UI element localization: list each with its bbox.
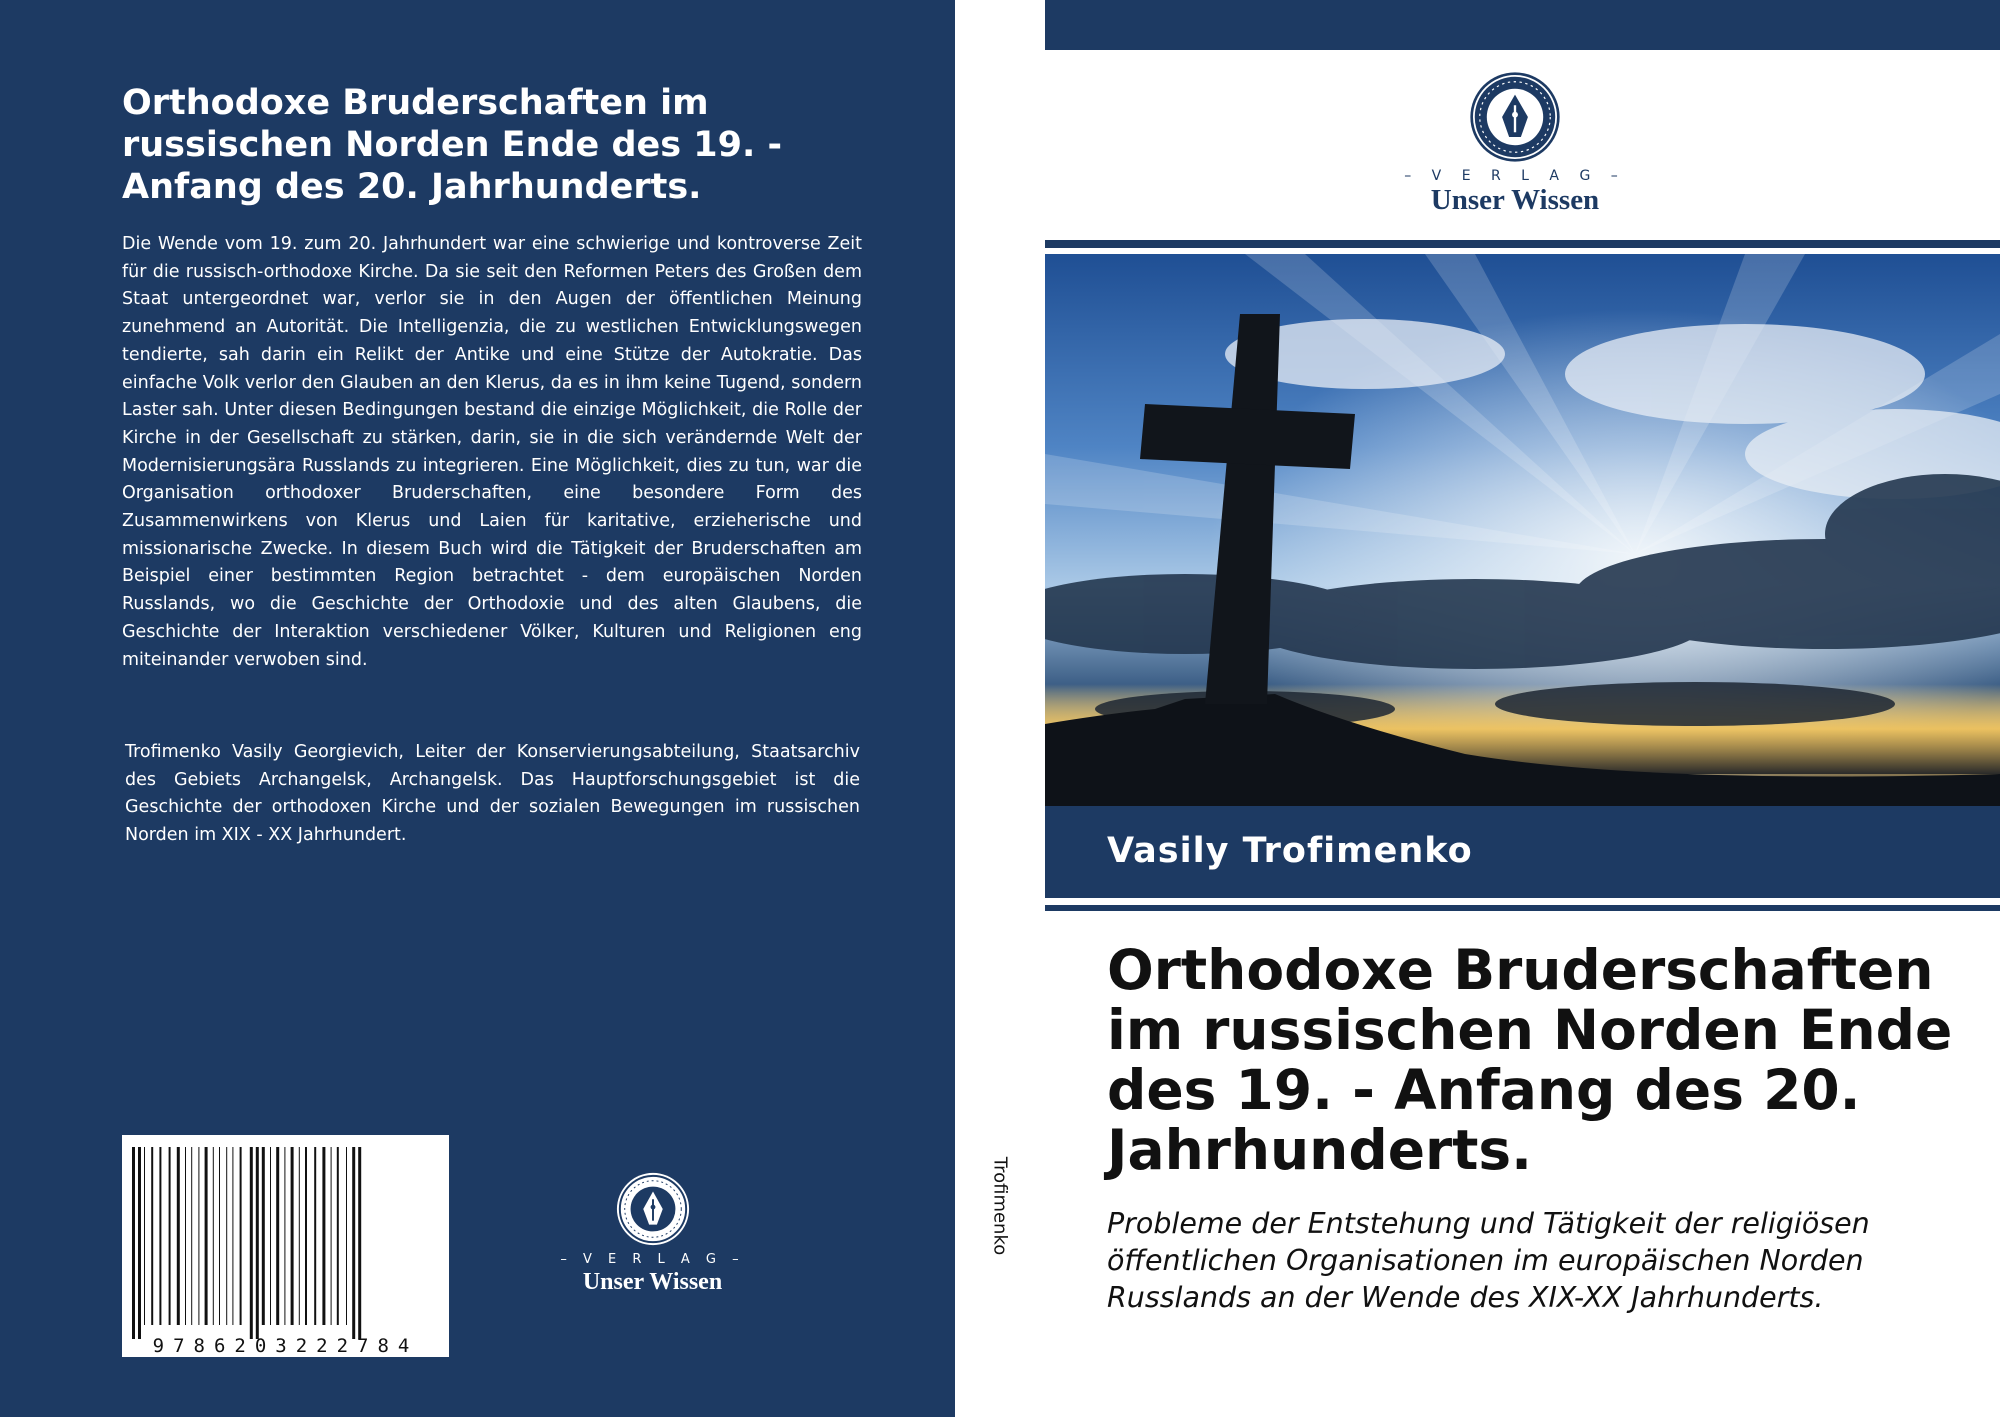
- barcode-bar: [305, 1147, 307, 1325]
- author-underline: [1045, 905, 2000, 911]
- barcode-bar: [256, 1147, 259, 1339]
- cross-photo-image: [1045, 254, 2000, 806]
- front-logo-verlag: – V E R L A G –: [1404, 168, 1626, 184]
- front-logo-name: Unser Wissen: [1430, 184, 1600, 216]
- barcode-bar: [314, 1147, 316, 1325]
- barcode-bar: [159, 1147, 161, 1325]
- front-cover-title: Orthodoxe Bruderschaften im russischen Norden Ende des 19. - Anfang des 20. Jahrhunderts.: [1107, 938, 1953, 1182]
- pen-nib-seal-icon: [1468, 70, 1562, 164]
- barcode-bar: [337, 1147, 339, 1325]
- front-top-band: [1045, 0, 2000, 50]
- barcode-bar: [270, 1147, 271, 1325]
- barcode-bar: [191, 1147, 192, 1325]
- back-logo-verlag: – V E R L A G –: [560, 1252, 745, 1267]
- barcode-bar: [276, 1147, 279, 1325]
- barcode-bar: [322, 1147, 325, 1325]
- front-publisher-logo: [1380, 70, 1650, 220]
- barcode-bar: [299, 1147, 300, 1325]
- barcode-bars: [122, 1135, 449, 1357]
- barcode-bar: [291, 1147, 294, 1325]
- barcode-bar: [219, 1147, 220, 1325]
- barcode-bar: [205, 1147, 208, 1325]
- barcode-bar: [240, 1147, 242, 1325]
- barcode-bar: [358, 1147, 361, 1339]
- barcode-bar: [284, 1147, 285, 1325]
- barcode-bar: [232, 1147, 233, 1325]
- front-cover-subtitle: Probleme der Entstehung und Tätigkeit der religiösen öffentlichen Organisationen im europäischen Norden Russlands an der Wende des XIX-XX Jahrhunderts.: [1107, 1207, 1870, 1314]
- photo-top-rule: [1045, 240, 2000, 248]
- barcode-bar: [132, 1147, 135, 1339]
- author-bio: Trofimenko Vasily Georgievich, Leiter der Konservierungsabteilung, Staatsarchiv des Gebiets Archangelsk, Archangelsk. Das Hauptforschungsgebiet ist die Geschichte der orthodoxen Kirche und der sozialen Bewegungen im russischen Norden im XIX - XX Jahrhundert.: [125, 742, 860, 846]
- barcode-bar: [226, 1147, 227, 1325]
- barcode-bar: [185, 1147, 186, 1325]
- back-cover-blurb: Die Wende vom 19. zum 20. Jahrhundert war eine schwierige und kontroverse Zeit für die russisch-orthodoxe Kirche. Da sie seit den Reformen Peters des Großen dem Staat untergeordnet war, verlor sie in den Augen der öffentlichen Meinung zunehmend an Autorität. Die Intelligenzia, die zu westlichen Entwicklungswegen tendierte, sah darin ein Relikt der Antike und eine Stütze der Autokratie. Das einfache Volk verlor den Glauben an den Klerus, da es in ihm keine Tugend, sondern Laster sah. Unter diesen Bedingungen bestand die einzige Möglichkeit, die Rolle der Kirche in der Gesellschaft zu stärken, darin, sie in die sich verändernde Welt der Modernisierungsära Russlands zu integrieren. Eine Möglichkeit, dies zu tun, war die Organisation orthodoxer Bruderschaften, eine besondere Form des Zusammenwirkens von Klerus und Laien für karitative, erzieherische und missionarische Zwecke. In diesem Buch wird die Tätigkeit der Bruderschaften am Beispiel einer bestimmten Region betrachtet - dem europäischen Norden Russlands, wo die Geschichte der Orthodoxie und des alten Glaubens, die Geschichte der Interaktion verschiedener Völker, Kulturen und Religionen eng miteinander verwoben sind.: [122, 234, 862, 670]
- barcode-bar: [262, 1147, 265, 1325]
- barcode-bar: [151, 1147, 153, 1325]
- barcode-bar: [346, 1147, 347, 1325]
- barcode-digits: 9786203222784: [152, 1335, 419, 1357]
- cover-photo: [1045, 254, 2000, 806]
- front-author-name: Vasily Trofimenko: [1107, 831, 1473, 871]
- barcode-bar: [198, 1147, 199, 1325]
- barcode-bar: [169, 1147, 171, 1325]
- isbn-barcode: [122, 1135, 449, 1357]
- barcode-bar: [138, 1147, 141, 1339]
- barcode-bar: [177, 1147, 180, 1325]
- back-cover-title: Orthodoxe Bruderschaften im russischen Norden Ende des 19. - Anfang des 20. Jahrhunderts.: [122, 83, 782, 207]
- barcode-bar: [144, 1147, 145, 1325]
- barcode-bar: [250, 1147, 253, 1339]
- pen-nib-seal-icon: [614, 1170, 692, 1248]
- spine-author: Trofimenko: [989, 1156, 1011, 1256]
- barcode-bar: [331, 1147, 332, 1325]
- barcode-bar: [213, 1147, 214, 1325]
- back-logo-name: Unser Wissen: [582, 1269, 723, 1295]
- barcode-bar: [352, 1147, 355, 1339]
- back-publisher-logo: [560, 1170, 745, 1300]
